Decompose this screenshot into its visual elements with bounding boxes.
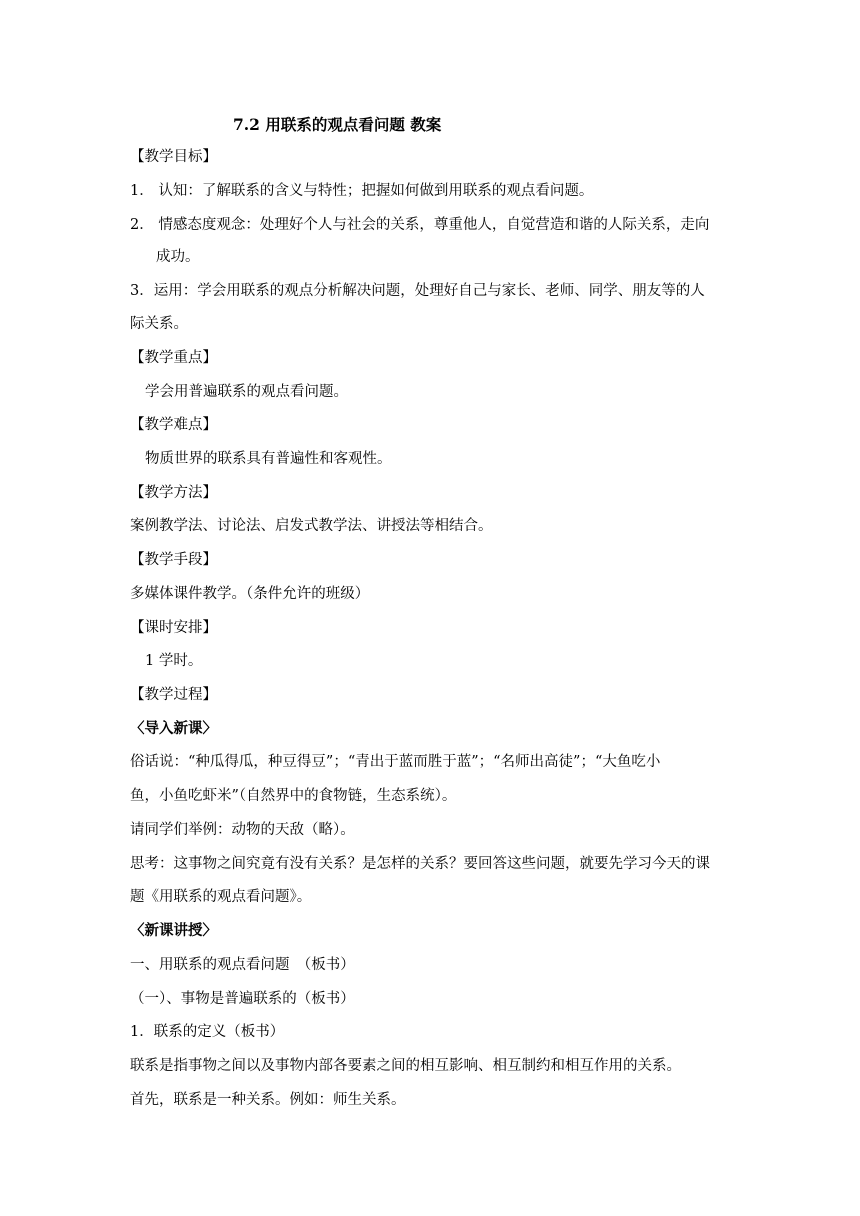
methods-text: 案例教学法、讨论法、启发式教学法、讲授法等相结合。 [130,518,493,534]
heading-means: 【教学手段】 [130,552,217,568]
heading-schedule: 【课时安排】 [130,620,217,636]
intro-para-line-2: 鱼，小鱼吃虾米”（自然界中的食物链，生态系统）。 [130,788,457,804]
subheading-new-lesson: 〈新课讲授〉 [130,922,217,939]
schedule-text: 1 学时。 [145,653,203,669]
definition-text: 联系是指事物之间以及事物内部各要素之间的相互影响、相互制约和相互作用的关系。 [130,1058,681,1074]
objective-1: 1． 认知：了解联系的含义与特性；把握如何做到用联系的观点看问题。 [130,183,594,199]
section-1-1-heading: （一）、事物是普遍联系的（板书） [130,991,355,1007]
intro-para-line-1: 俗话说：“种瓜得瓜，种豆得豆”；“青出于蓝而胜于蓝”；“名师出高徒”；“大鱼吃小 [130,754,661,770]
definition-example: 首先，联系是一种关系。例如：师生关系。 [130,1092,406,1108]
key-points-text: 学会用普遍联系的观点看问题。 [145,384,348,400]
objective-3: 3．运用：学会用联系的观点分析解决问题，处理好自己与家长、老师、同学、朋友等的人 [130,283,705,299]
heading-methods: 【教学方法】 [130,485,217,501]
objective-3-cont: 际关系。 [130,316,188,332]
subheading-intro: 〈导入新课〉 [130,720,217,737]
difficulties-text: 物质世界的联系具有普遍性和客观性。 [145,451,392,467]
definition-heading: 1．联系的定义（板书） [130,1024,285,1040]
heading-objectives: 【教学目标】 [130,149,217,165]
intro-question-line-1: 思考：这事物之间究竟有没有关系？是怎样的关系？要回答这些问题，就要先学习今天的课 [130,856,710,872]
heading-process: 【教学过程】 [130,687,217,703]
section-1-heading: 一、用联系的观点看问题 （板书） [130,957,355,973]
heading-difficulties: 【教学难点】 [130,417,217,433]
document-page: 7.2 用联系的观点看问题 教案 【教学目标】 1． 认知：了解联系的含义与特性；把握如何做到用联系的观点看问题。 2． 情感态度观念：处理好个人与社会的关系，尊重他人，自觉营造和谐的人际关系，走向 成功。 3．运用：学会用联系的观点分析解决问题，处理好自己与家长、老师、同学、朋友等的人 际关系。 【教学重点】 学会用普遍联系的观点看问题。 【教学难点】 物质世界的联系具有普遍性和客观性。 【教学方法】 案例教学法、讨论法、启发式教学法、讲授法等相结合。 【教学手段】 多媒体课件教学。（条件允许的班级） 【课时安排】 1 学时。 【教学过程】 〈导入新课〉 俗话说：“种瓜得瓜，种豆得豆”；“青出于蓝而胜于蓝”；“名师出高徒”；“大鱼吃小 鱼，小鱼吃虾米”（自然界中的食物链，生态系统）。 请同学们举例：动物的天敌（略）。 思考：这事物之间究竟有没有关系？是怎样的关系？要回答这些问题，就要先学习今天的课 题《用联系的观点看问题》。 〈新课讲授〉 一、用联系的观点看问题 （板书） （一）、事物是普遍联系的（板书） 1．联系的定义（板书） 联系是指事物之间以及事物内部各要素之间的相互影响、相互制约和相互作用的关系。 首先，联系是一种关系。例如：师生关系。 [130,115,710,1108]
objective-2-cont: 成功。 [156,249,200,265]
means-text: 多媒体课件教学。（条件允许的班级） [130,586,370,602]
intro-question-line-2: 题《用联系的观点看问题》。 [130,889,312,905]
heading-key-points: 【教学重点】 [130,350,217,366]
intro-example: 请同学们举例：动物的天敌（略）。 [130,822,355,838]
objective-2: 2． 情感态度观念：处理好个人与社会的关系，尊重他人，自觉营造和谐的人际关系，走向 [130,217,710,233]
